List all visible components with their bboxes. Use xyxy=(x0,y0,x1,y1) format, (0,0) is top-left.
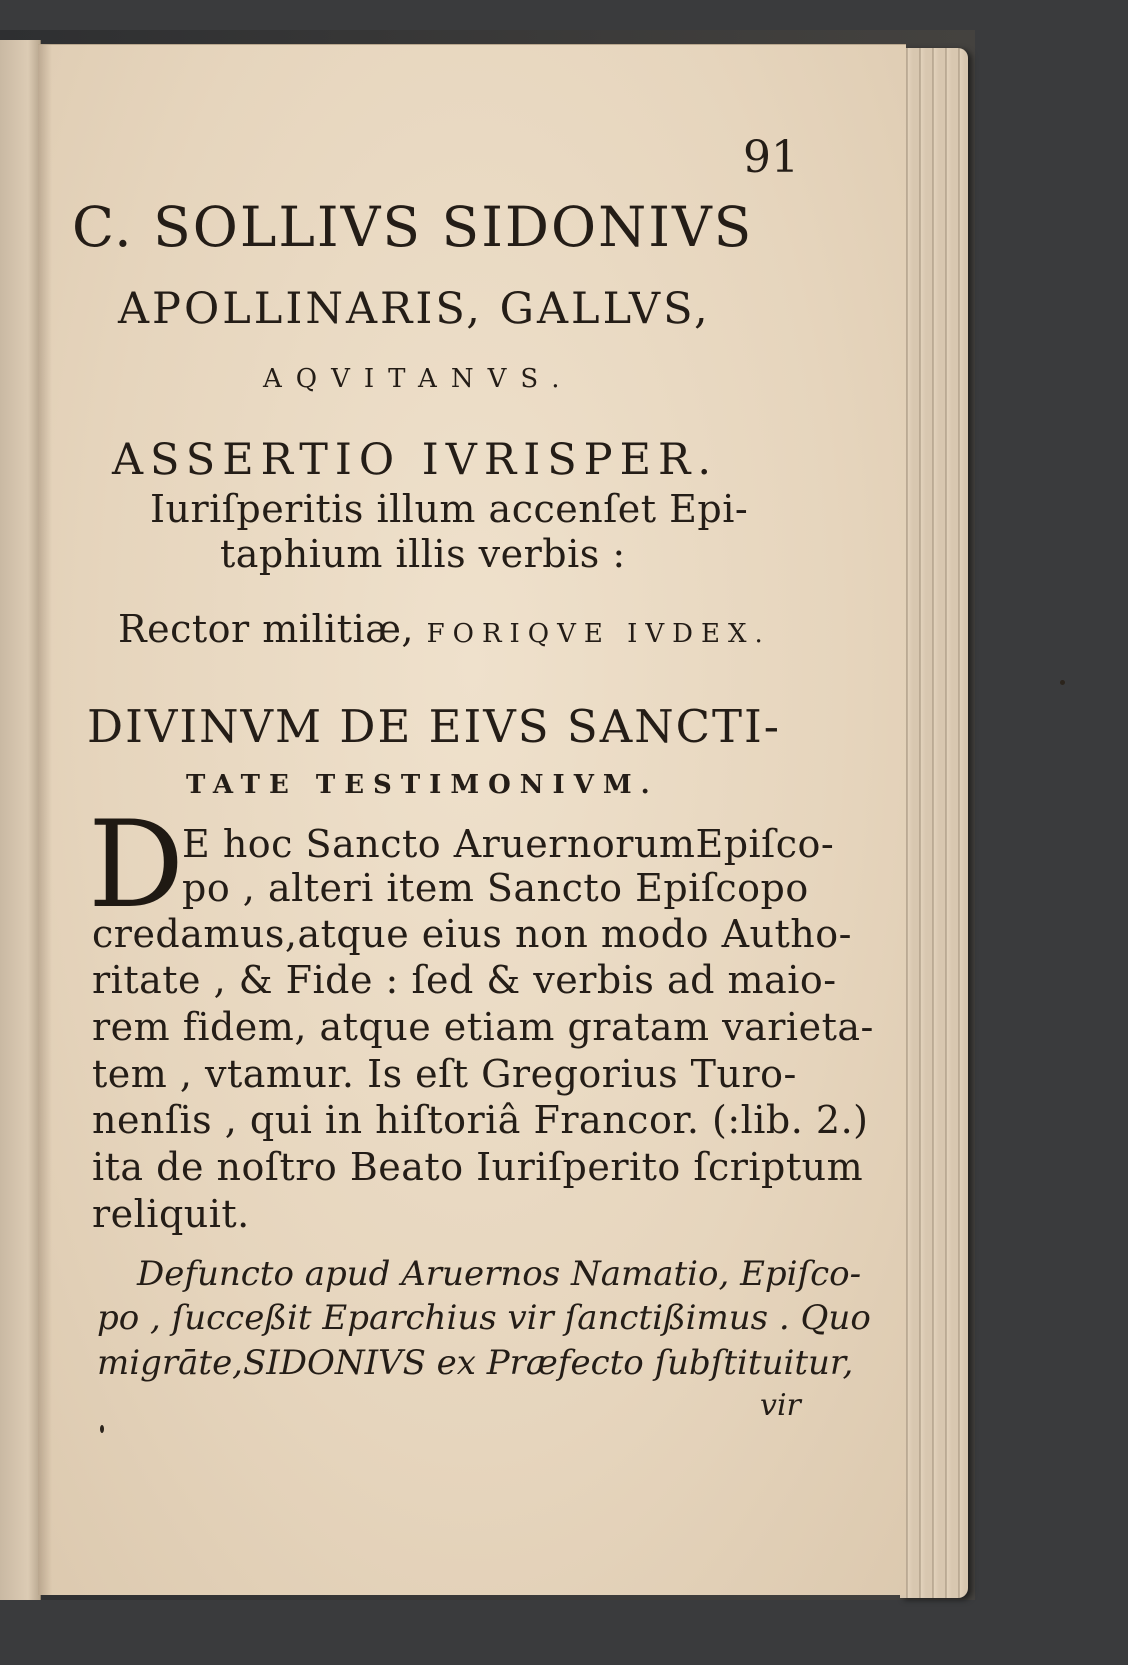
body-line: E hoc Sancto AruernorumEpiſco- xyxy=(182,822,835,866)
assertio-line-2: taphium illis verbis : xyxy=(220,532,626,576)
body-line: credamus,atque eius non modo Autho- xyxy=(92,912,852,956)
body-line: reliquit. xyxy=(92,1192,250,1236)
body-line: po , alteri item Sancto Epiſcopo xyxy=(182,866,809,910)
page-number: 91 xyxy=(743,132,799,183)
body-line: tem , vtamur. Is eſt Gregorius Turo- xyxy=(92,1052,797,1096)
rector-line-caps: FORIQVE IVDEX. xyxy=(426,619,771,649)
title-line-3: AQVITANVS. xyxy=(263,364,574,394)
heading-divinum-1: DIVINVM DE EIVS SANCTI- xyxy=(87,700,781,753)
rector-line-start: Rector militiæ, xyxy=(118,607,414,651)
body-line: ita de noſtro Beato Iuriſperito ſcriptum xyxy=(92,1145,864,1189)
rector-line xyxy=(118,607,771,651)
title-line-1: C. SOLLIVS SIDONIVS xyxy=(72,195,754,259)
quote-line: Defuncto apud Aruernos Namatio, Epiſco- xyxy=(137,1254,862,1294)
catchword: vir xyxy=(760,1388,801,1423)
quote-line: migrāte,SIDONIVS ex Præfecto ſubſtituitur, xyxy=(97,1343,854,1383)
left-page-edge xyxy=(0,40,41,1600)
drop-cap: D xyxy=(88,796,185,935)
title-line-2: APOLLINARIS, GALLVS, xyxy=(118,284,711,334)
body-line: rem fidem, atque etiam gratam varieta- xyxy=(92,1005,874,1049)
page-stack-edges xyxy=(900,48,968,1598)
page-gutter-shadow xyxy=(38,45,52,1595)
heading-assertio: ASSERTIO IVRISPER. xyxy=(112,435,719,485)
paper-speck xyxy=(1060,680,1065,685)
paper-speck xyxy=(100,1425,104,1433)
heading-divinum-2: TATE TESTIMONIVM. xyxy=(186,770,659,800)
body-line: nenſis , qui in hiſtoriâ Francor. (:lib. 2.) xyxy=(92,1098,869,1142)
quote-line: po , ſucceßit Eparchius vir ſanctißimus . Quo xyxy=(97,1298,871,1338)
assertio-line-1: Iuriſperitis illum accenſet Epi- xyxy=(150,487,749,531)
body-line: ritate , & Fide : ſed & verbis ad maio- xyxy=(92,958,837,1002)
